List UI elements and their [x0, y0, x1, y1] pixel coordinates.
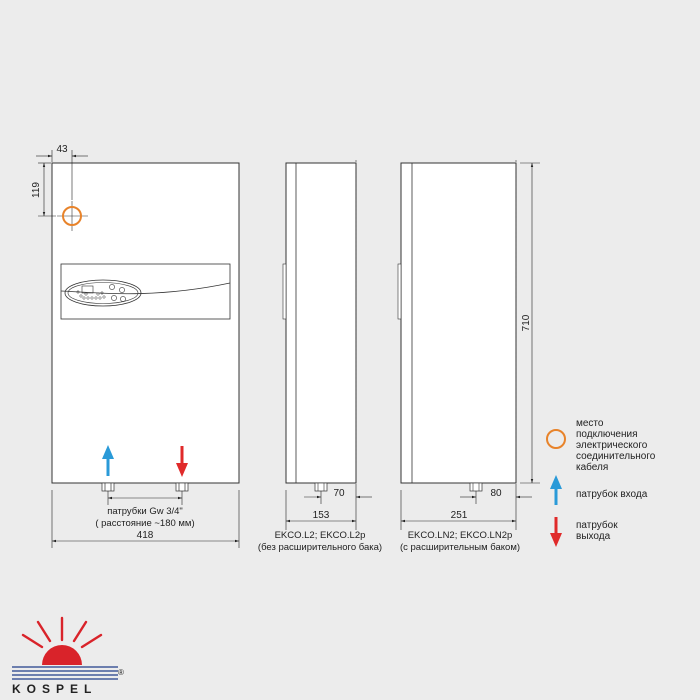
model-ln2-note: (с расширительным баком) — [399, 542, 521, 553]
legend-cable-line1: место — [576, 418, 604, 429]
model-ln2-name: EKCO.LN2; EKCO.LN2p — [407, 530, 513, 541]
model-l2-caption — [246, 530, 394, 554]
side-view-ln2 — [398, 160, 540, 530]
legend-inlet-arrow-icon — [550, 475, 562, 505]
legend-cable-symbol — [547, 430, 565, 448]
front-view — [31, 144, 239, 548]
dim-width: 418 — [136, 530, 154, 541]
dim-pipe-l2: 70 — [333, 488, 345, 499]
pipes-caption-line2: ( расстояние ~180 мм) — [95, 518, 195, 529]
pipe-connectors-front — [102, 483, 188, 491]
dim-left-offset: 43 — [56, 144, 68, 155]
side-view-l2 — [283, 160, 372, 530]
dim-height: 710 — [521, 314, 532, 332]
kospel-logo — [12, 618, 118, 679]
dim-pipe-ln2: 80 — [490, 488, 502, 499]
dim-top-offset: 119 — [31, 182, 42, 198]
legend-cable-line2: подключения — [576, 429, 638, 440]
dim-depth-l2: 153 — [312, 510, 330, 521]
model-ln2-caption — [392, 530, 528, 554]
legend-cable-line4: соединительного — [576, 451, 656, 462]
dim-depth-ln2: 251 — [450, 510, 468, 521]
model-l2-name: EKCO.L2; EKCO.L2p — [274, 530, 366, 541]
legend-cable-line3: электрического — [576, 440, 648, 451]
model-l2-note: (без расширительного бака) — [257, 542, 383, 553]
pipes-caption — [80, 506, 210, 530]
legend-outlet-arrow-icon — [550, 517, 562, 547]
legend-symbols — [547, 430, 565, 547]
sun-icon — [42, 645, 82, 665]
registered-mark: ® — [118, 668, 124, 677]
legend-inlet-label: патрубок входа — [576, 489, 648, 500]
side-body-ln2 — [401, 163, 516, 483]
legend-outlet-line1: патрубок — [576, 520, 618, 531]
horizon-lines-icon — [12, 667, 118, 679]
legend-outlet-line2: выхода — [576, 531, 611, 542]
legend-cable-label — [576, 418, 655, 473]
side-body-l2 — [286, 163, 356, 483]
legend-cable-line5: кабеля — [576, 462, 609, 473]
pipes-caption-line1: патрубки Gw 3/4" — [107, 506, 183, 517]
brand-name: KOSPEL — [12, 682, 98, 696]
legend-outlet-label — [576, 520, 618, 542]
sun-rays-icon — [23, 618, 101, 647]
